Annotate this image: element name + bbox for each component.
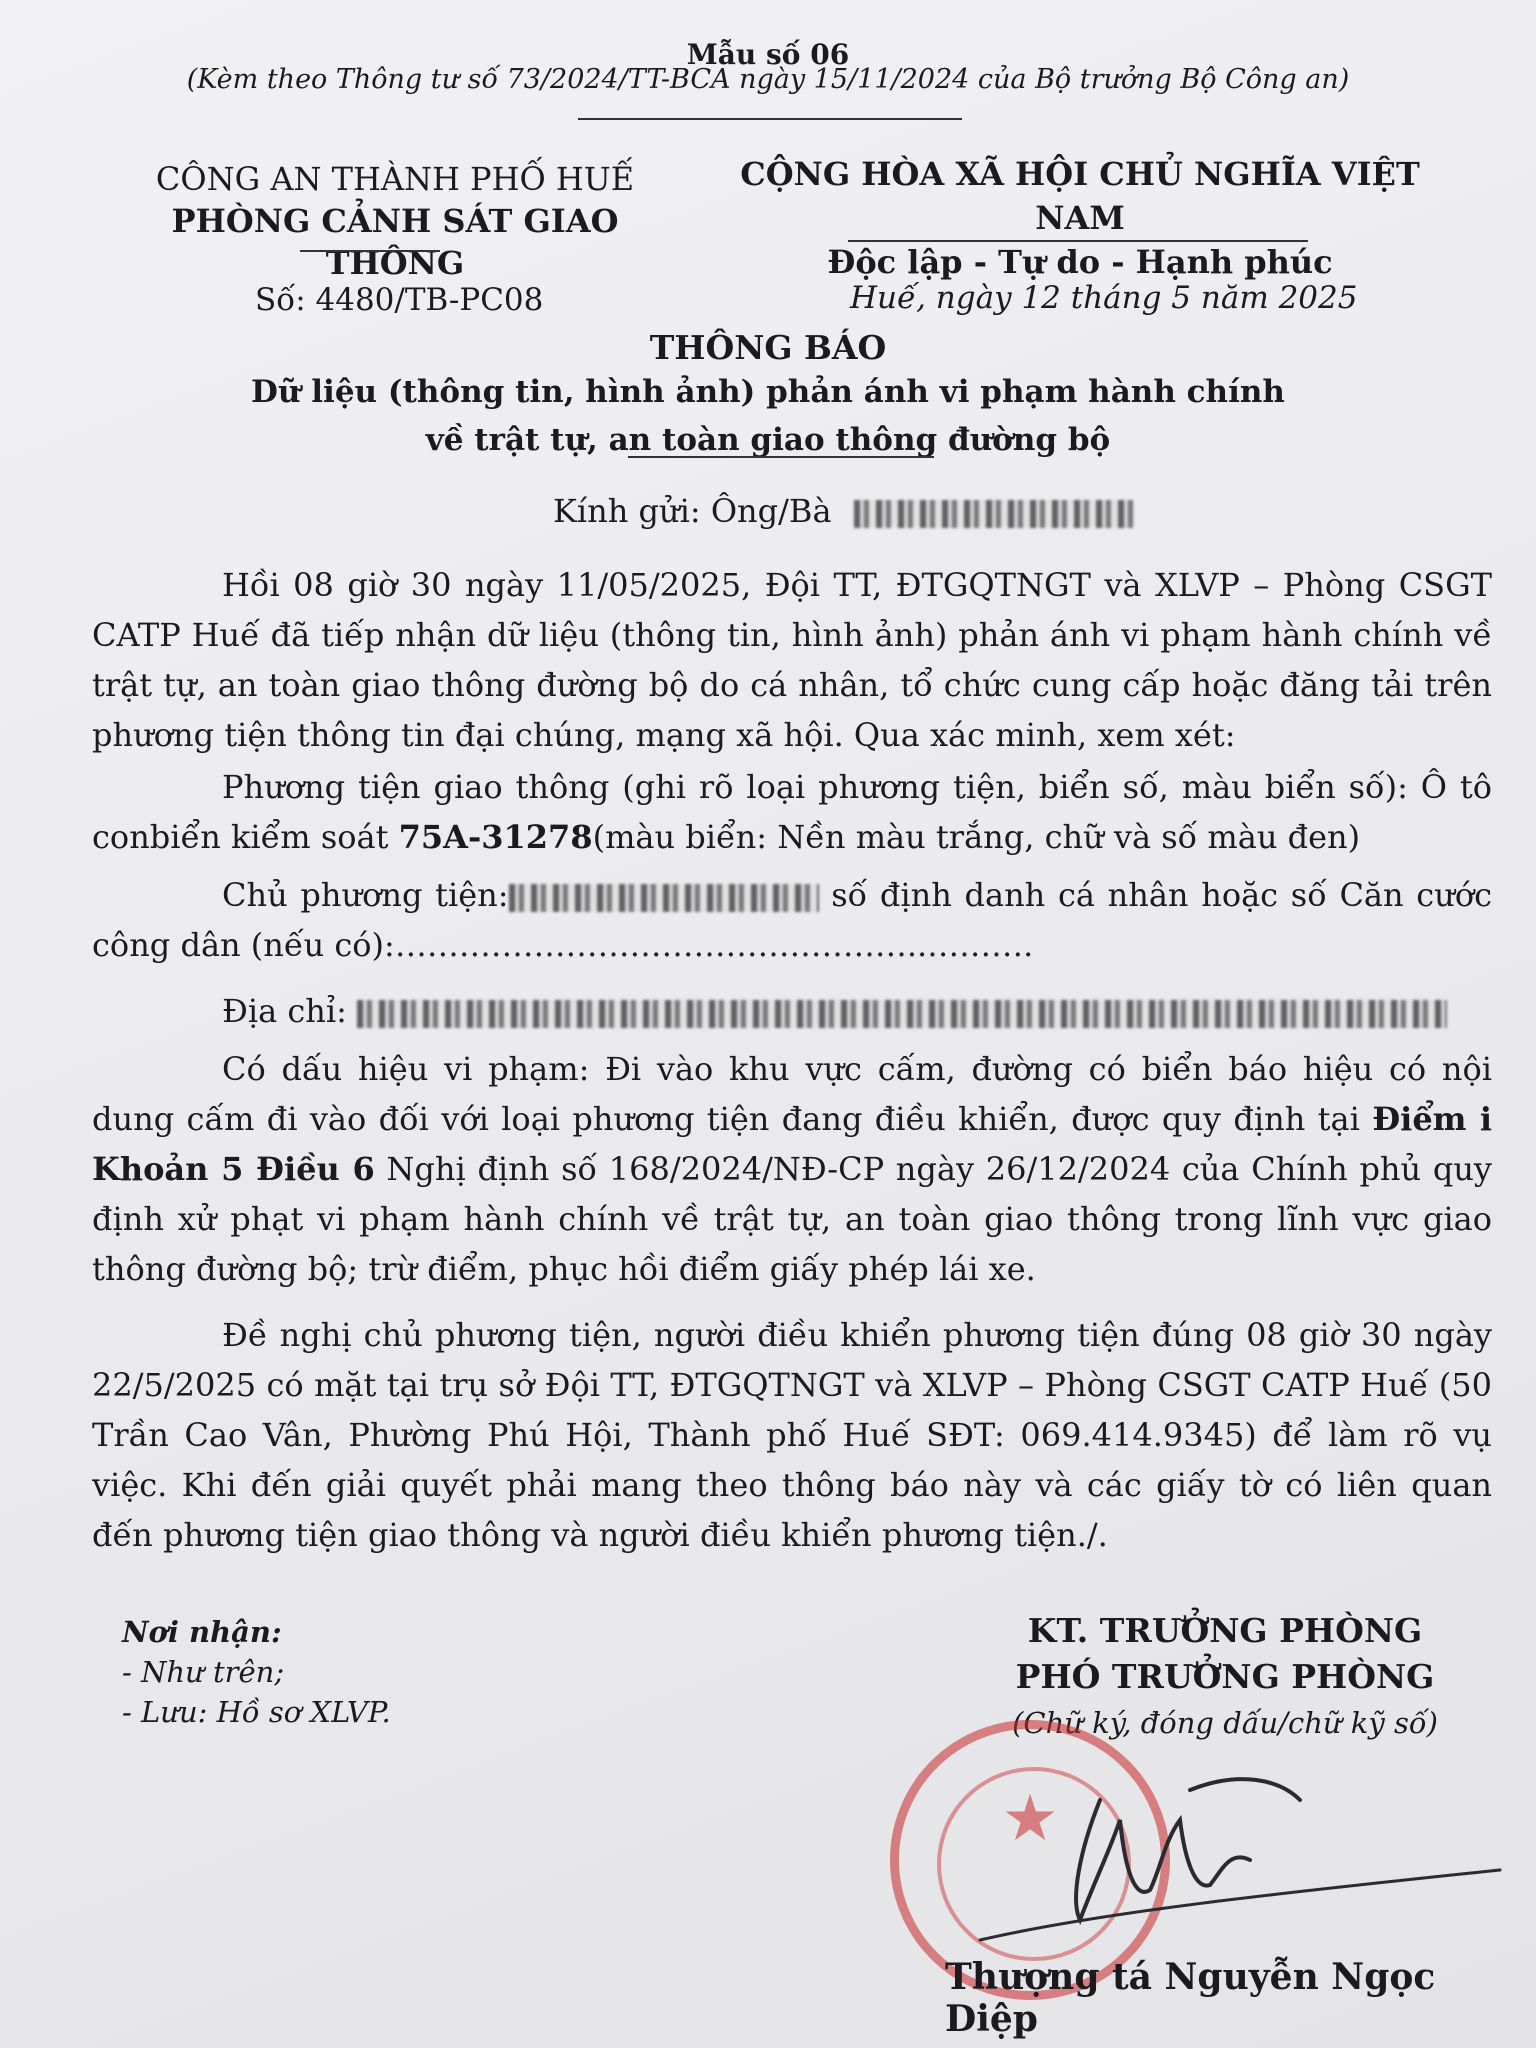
nation-name: CỘNG HÒA XÃ HỘI CHỦ NGHĨA VIỆT NAM bbox=[740, 155, 1420, 237]
nation-motto: Độc lập - Tự do - Hạnh phúc bbox=[827, 243, 1333, 281]
signer-title-2: PHÓ TRƯỞNG PHÒNG bbox=[1015, 1657, 1435, 1696]
recipient-item: - Như trên; bbox=[122, 1655, 285, 1689]
plate-color: (màu biển: Nền màu trắng, chữ và số màu đen) bbox=[592, 818, 1361, 856]
recipient-item: - Lưu: Hồ sơ XLVP. bbox=[122, 1695, 391, 1729]
salutation-label: Kính gửi: Ông/Bà bbox=[553, 492, 832, 530]
agency-block bbox=[100, 158, 690, 284]
form-number: Mẫu số 06 bbox=[686, 38, 850, 71]
signature-note: (Chữ ký, đóng dấu/chữ kỹ số) bbox=[1012, 1706, 1438, 1740]
agency-department: PHÒNG CẢNH SÁT GIAO THÔNG bbox=[171, 202, 619, 282]
vehicle-label: Phương tiện giao thông (ghi rõ loại phương tiện, biển số, màu biển số): Ô tô conbiển kiểm soát bbox=[92, 768, 1492, 856]
redacted-address bbox=[357, 1000, 1447, 1028]
handwritten-signature bbox=[960, 1760, 1520, 1960]
violation-clause: Điểm i Khoản 5 Điều 6 bbox=[92, 1100, 1493, 1188]
agency-parent: CÔNG AN THÀNH PHỐ HUẾ bbox=[155, 160, 635, 198]
owner-id-text: số định danh cá nhân hoặc số Căn cước công dân (nếu có):…………………………………………..………. bbox=[92, 876, 1493, 964]
paragraph-owner bbox=[92, 870, 1492, 970]
violation-rest: Nghị định số 168/2024/NĐ-CP ngày 26/12/2024 của Chính phủ quy định xử phạt vi phạm hành chính về trật tự, an toàn giao thông trong lĩnh vực giao thông đường bộ; trừ điểm, phục hồi điểm giấy phép lái xe. bbox=[92, 1150, 1493, 1288]
notice-subtitle bbox=[0, 368, 1536, 464]
place-date: Huế, ngày 12 tháng 5 năm 2025 bbox=[850, 280, 1358, 316]
paragraph-request: Đề nghị chủ phương tiện, người điều khiển phương tiện đúng 08 giờ 30 ngày 22/5/2025 có mặt tại trụ sở Đội TT, ĐTGQTNGT và XLVP – Phòng CSGT CATP Huế (50 Trần Cao Vân, Phường Phú Hội, Thành phố Huế SĐT: 069.414.9345) để làm rõ vụ việc. Khi đến giải quyết phải mang theo thông báo này và các giấy tờ có liên quan đến phương tiện giao thông và người điều khiển phương tiện./. bbox=[92, 1316, 1492, 1554]
redacted-recipient-name bbox=[854, 500, 1134, 528]
title-rule bbox=[628, 456, 934, 458]
notice-title: THÔNG BÁO bbox=[649, 328, 887, 367]
nation-block bbox=[700, 152, 1460, 284]
circular-reference: (Kèm theo Thông tư số 73/2024/TT-BCA ngày 15/11/2024 của Bộ trưởng Bộ Công an) bbox=[186, 64, 1350, 95]
paragraph-receipt: Hồi 08 giờ 30 ngày 11/05/2025, Đội TT, ĐTGQTNGT và XLVP – Phòng CSGT CATP Huế đã tiếp nhận dữ liệu (thông tin, hình ảnh) phản ánh vi phạm hành chính về trật tự, an toàn giao thông đường bộ do cá nhân, tổ chức cung cấp hoặc đăng tải trên phương tiện thông tin đại chúng, mạng xã hội. Qua xác minh, xem xét: bbox=[92, 566, 1492, 754]
signer-name: Thượng tá Nguyễn Ngọc Diệp bbox=[945, 1956, 1436, 2040]
motto-rule bbox=[848, 240, 1308, 242]
address-label: Địa chỉ: bbox=[222, 992, 358, 1030]
violation-intro: Có dấu hiệu vi phạm: Đi vào khu vực cấm, đường có biển báo hiệu có nội dung cấm đi vào đối với loại phương tiện đang điều khiển, được quy định tại bbox=[92, 1050, 1492, 1138]
redacted-owner-name bbox=[509, 884, 819, 912]
owner-label: Chủ phương tiện: bbox=[222, 876, 509, 914]
subtitle-line-2: về trật tự, an toàn giao thông đường bộ bbox=[425, 422, 1111, 458]
paragraph-vehicle bbox=[92, 762, 1492, 862]
document-number: Số: 4480/TB-PC08 bbox=[255, 282, 544, 318]
recipients-block bbox=[122, 1612, 391, 1732]
paragraph-address bbox=[92, 986, 1492, 1036]
license-plate: 75A-31278 bbox=[398, 818, 593, 856]
subtitle-line-1: Dữ liệu (thông tin, hình ảnh) phản ánh vi phạm hành chính bbox=[251, 374, 1285, 410]
paragraph-violation bbox=[92, 1044, 1492, 1294]
recipients-title: Nơi nhận: bbox=[122, 1615, 282, 1649]
agency-rule bbox=[300, 250, 440, 252]
salutation bbox=[553, 492, 1134, 530]
header-rule bbox=[578, 118, 962, 120]
signer-title-1: KT. TRƯỞNG PHÒNG bbox=[1027, 1611, 1423, 1650]
star-icon: ★ bbox=[1001, 1782, 1059, 1856]
